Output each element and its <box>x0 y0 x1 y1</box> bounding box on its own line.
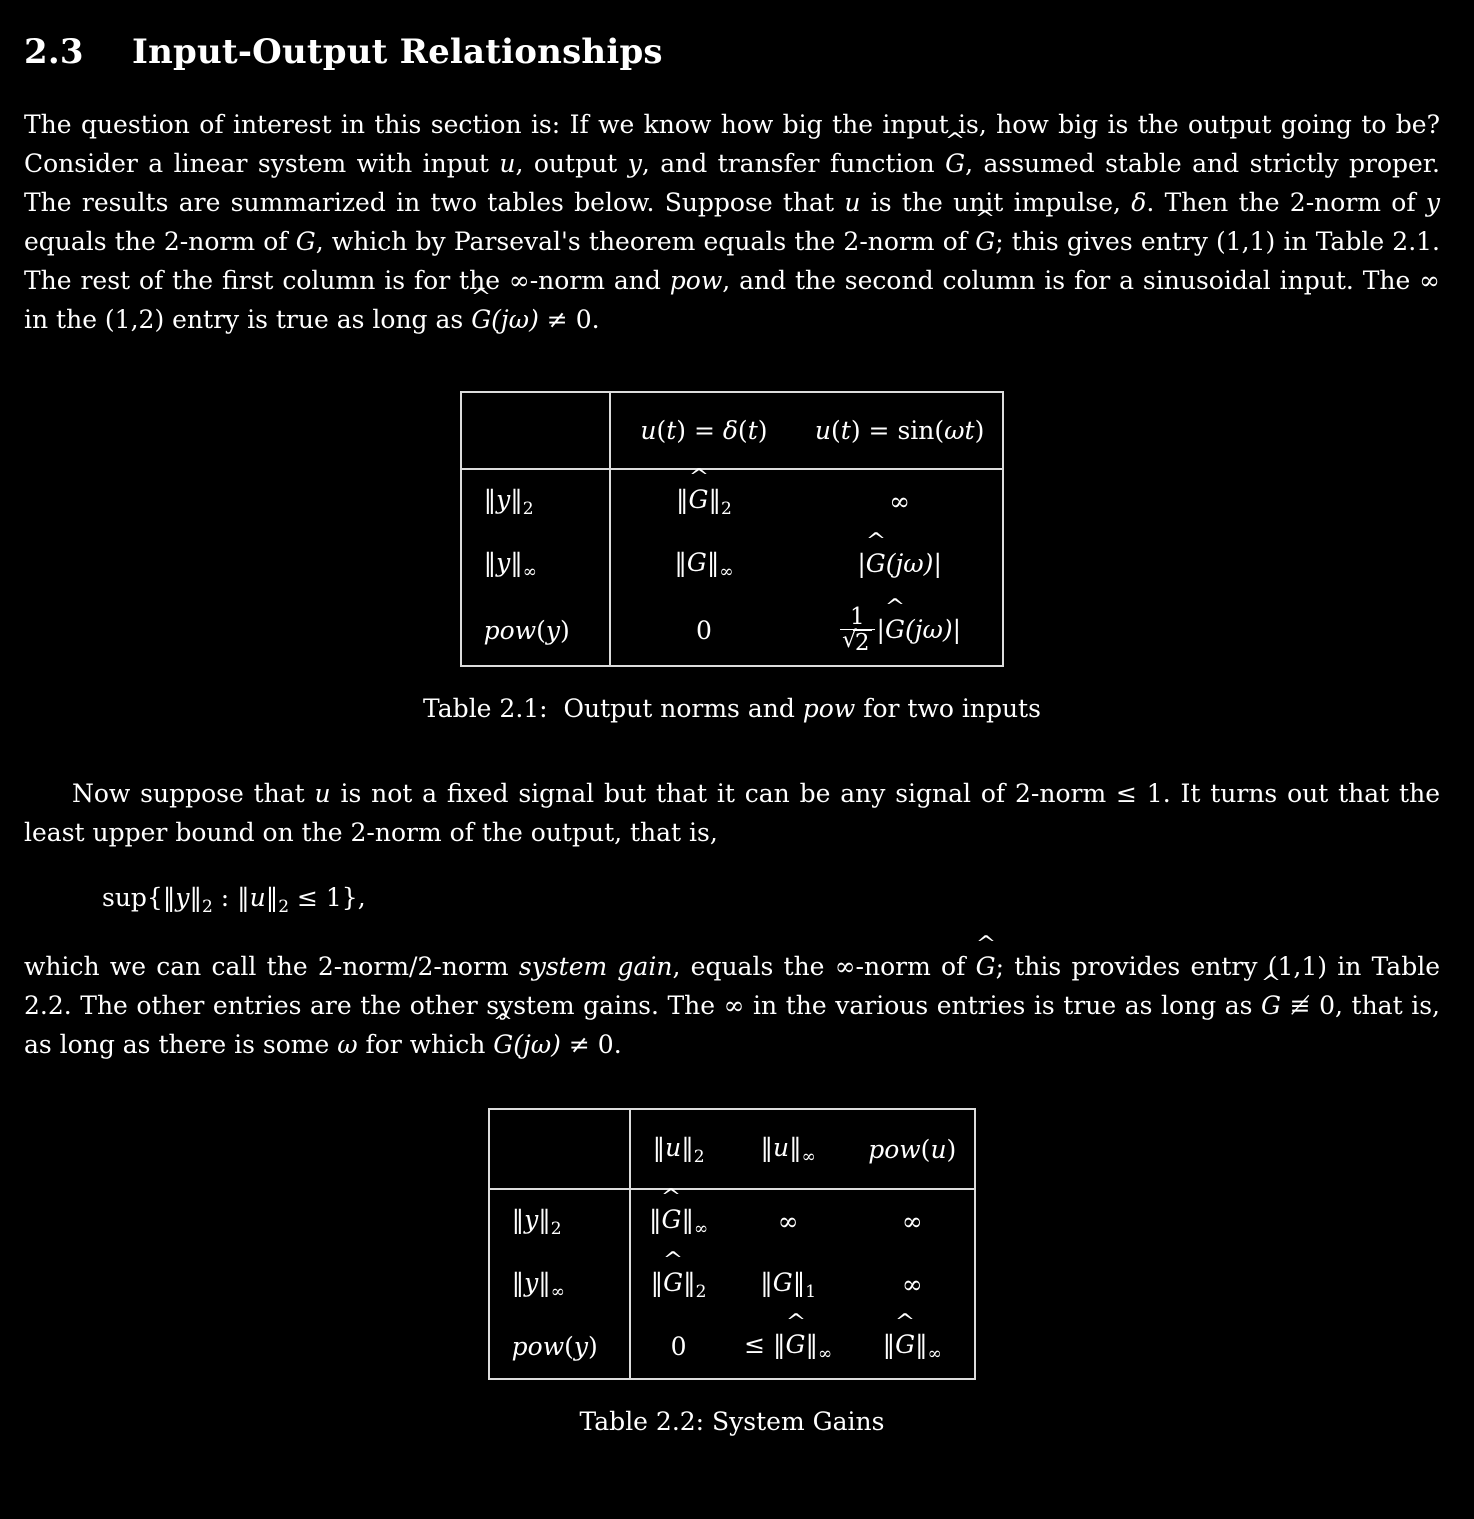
symbol-g-hat: ^ G <box>945 144 965 183</box>
symbol-g-hat: ^ G <box>976 947 996 986</box>
symbol-pow: pow <box>669 266 723 296</box>
table-cell: $‖G‖_1$ <box>760 1267 817 1302</box>
display-equation-sup: $sup\{‖y‖_2$ : $‖u‖_2 \le 1$}, <box>102 883 366 918</box>
text-fragment: is the unit impulse, <box>860 188 1132 218</box>
text-fragment: , output <box>515 149 628 179</box>
table-col-header-uinf: $‖u‖_\infty$ <box>726 1109 850 1190</box>
table-cell: ‖^ $G‖_2$ <box>630 1253 726 1316</box>
text-fragment: equals the 2-norm of <box>24 227 296 257</box>
table-2-2 <box>488 1108 977 1380</box>
symbol-y: y <box>1425 188 1440 218</box>
text-fragment: for which <box>357 1029 494 1059</box>
table-2-1-block <box>24 391 1440 728</box>
table-cell: ∞ <box>901 1207 923 1237</box>
table-row <box>461 595 1004 666</box>
table-col-header-u2: $‖u‖_2$ <box>630 1109 726 1190</box>
table-header-row <box>461 392 1004 469</box>
table-cell: ∞ <box>901 1269 923 1299</box>
table-col-header-powu: pow(u) <box>850 1109 975 1190</box>
text-fragment: ; this gives entry (1,1) in Table 2.1. The rest of the first column is for the <box>24 227 1440 296</box>
table-row <box>461 533 1004 596</box>
table-corner-cell <box>489 1109 630 1190</box>
text-fragment: ; this provides entry (1,1) in Table 2.2. The other entries are the other system gains. The <box>24 951 1440 1020</box>
table-cell: 0 <box>670 1332 687 1362</box>
text-fragment: Now suppose that <box>72 779 315 809</box>
table-row-header-y2: $‖y‖_2$ <box>489 1189 630 1253</box>
paragraph-system-gain <box>24 947 1440 1064</box>
symbol-g-hat: ^ G <box>493 1025 513 1064</box>
section-number: 2.3 <box>24 32 84 72</box>
symbol-infinity: ∞ <box>1419 266 1440 296</box>
text-fragment: -norm of <box>855 951 976 981</box>
table-row <box>489 1189 976 1253</box>
table-cell: ‖^ $G‖_\infty$ <box>630 1189 726 1253</box>
symbol-delta: δ <box>1131 188 1147 218</box>
text-fragment: is not a fixed signal but that it can be any signal of 2-norm <box>330 779 1116 809</box>
symbol-neq: ≠ <box>546 305 568 335</box>
table-row-header-yinf: $‖y‖_\infty$ <box>461 533 610 596</box>
text-fragment: . <box>591 305 600 335</box>
symbol-jomega-arg: (jω) <box>513 1029 561 1059</box>
table-row <box>489 1315 976 1379</box>
table-cell: ‖^ $G‖_\infty$ <box>850 1315 975 1379</box>
table-cell: |^ G(jω)| <box>797 533 1003 596</box>
value-zero: 0 <box>575 305 592 335</box>
table-2-2-caption: Table 2.2: System Gains <box>579 1406 885 1436</box>
table-header-row <box>489 1109 976 1190</box>
text-fragment: , equals the <box>672 951 835 981</box>
symbol-u: u <box>499 149 516 179</box>
symbol-infinity: ∞ <box>508 266 530 296</box>
symbol-g-hat: ^ G <box>975 222 995 261</box>
symbol-g-hat: ^ G <box>1261 986 1281 1025</box>
table-row <box>489 1253 976 1316</box>
text-fragment: , and the second column is for a sinusoidal input. The <box>722 266 1420 296</box>
table-cell: 0 <box>695 615 712 645</box>
table-corner-cell <box>461 392 610 469</box>
table-cell: ∞ <box>889 486 911 516</box>
symbol-g-hat: ^ G <box>471 300 491 339</box>
table-cell: $‖G‖_\infty$ <box>674 547 734 582</box>
symbol-leq: ≤ <box>1116 779 1137 809</box>
table-cell: ≤ ‖^ $G‖_\infty$ <box>726 1315 850 1379</box>
table-row-header-powy: pow(y) <box>461 595 610 666</box>
table-2-2-block <box>24 1108 1440 1441</box>
symbol-infinity: ∞ <box>723 990 745 1020</box>
term-system-gain: system gain <box>518 951 673 981</box>
symbol-y: y <box>627 149 642 179</box>
text-fragment: in the (1,2) entry is true as long as <box>24 305 472 335</box>
text-fragment: -norm and <box>529 266 670 296</box>
paragraph-intro <box>24 105 1440 339</box>
text-fragment: which we can call the 2-norm/2-norm <box>24 951 519 981</box>
paragraph-sup-intro <box>24 774 1440 852</box>
table-row <box>461 469 1004 533</box>
symbol-nequiv: ≢ <box>1289 990 1311 1020</box>
section-heading <box>24 26 1440 79</box>
text-fragment: 1. It turns out that the least upper bound on the 2-norm of the output, that is, <box>24 779 1440 848</box>
table-row-header-y2: $‖y‖_2$ <box>461 469 610 533</box>
table-col-header-sine: u(t) = sin(ωt) <box>797 392 1003 469</box>
section-title: Input-Output Relationships <box>132 32 663 72</box>
table-row-header-powy: pow(y) <box>489 1315 630 1379</box>
table-col-header-impulse: u(t) = δ(t) <box>610 392 797 469</box>
text-fragment: , assumed stable and strictly proper. The results are summarized in two tables below. Suppose that <box>24 149 1440 218</box>
symbol-infinity: ∞ <box>834 951 856 981</box>
symbol-omega: ω <box>337 1029 358 1059</box>
table-cell: ∞ <box>777 1207 799 1237</box>
text-fragment: The question of interest in this section is: If we know how big the input is, how big is the output going to be? Consider a linear system with input <box>24 110 1440 179</box>
symbol-u: u <box>314 779 331 809</box>
symbol-jomega-arg: (jω) <box>491 305 539 335</box>
text-fragment: 0, that is, as long as there is some <box>24 990 1440 1059</box>
text-fragment: in the various entries is true as long as <box>744 990 1262 1020</box>
symbol-u: u <box>844 188 861 218</box>
text-fragment: , which by Parseval's theorem equals the 2-norm of <box>315 227 976 257</box>
symbol-g: G <box>295 227 316 257</box>
table-cell: 1 √ 2 |^ G(jω)| <box>797 595 1003 666</box>
text-fragment: 0. <box>589 1029 622 1059</box>
text-fragment: . Then the 2-norm of <box>1146 188 1426 218</box>
symbol-neq: ≠ <box>568 1029 590 1059</box>
text-fragment: , and transfer function <box>641 149 946 179</box>
table-2-1-caption: Table 2.1: Output norms and pow for two inputs <box>423 694 1041 724</box>
table-2-1 <box>460 391 1005 667</box>
table-row-header-yinf: $‖y‖_\infty$ <box>489 1253 630 1316</box>
table-cell: ‖^ $G‖_2$ <box>610 469 797 533</box>
